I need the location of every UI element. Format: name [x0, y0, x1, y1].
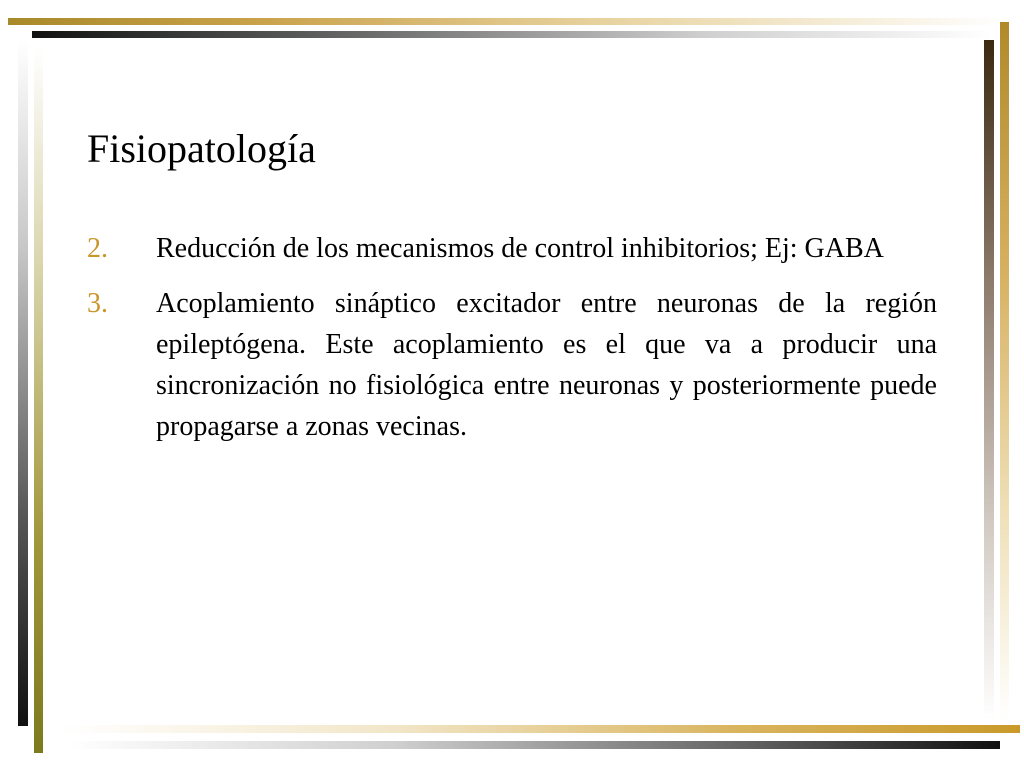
frame-bar-bottom-gold — [60, 725, 1020, 733]
list-item — [87, 228, 937, 269]
frame-bar-bottom-dark — [70, 741, 1000, 749]
frame-bar-left-gold — [34, 48, 43, 753]
list-item — [87, 283, 937, 447]
frame-bar-left-dark — [18, 40, 28, 726]
slide-title: Fisiopatología — [87, 126, 316, 171]
list-item-text: Reducción de los mecanismos de control inhibitorios; Ej: GABA — [156, 233, 884, 264]
list-item-text: Acoplamiento sináptico excitador entre neuronas de la región epileptógena. Este acoplamiento es el que va a producir una sincronización no fisiológica entre neuronas y posteriormente puede propagarse a zonas vecinas. — [156, 288, 937, 442]
frame-bar-right-gold — [1000, 22, 1009, 722]
list-item-number: 2. — [87, 233, 108, 264]
frame-bar-top-dark — [32, 31, 992, 38]
frame-bar-right-dark — [984, 40, 994, 720]
list-item-number: 3. — [87, 288, 108, 319]
frame-bar-top-gold — [8, 18, 1008, 25]
bullet-list — [87, 228, 937, 461]
